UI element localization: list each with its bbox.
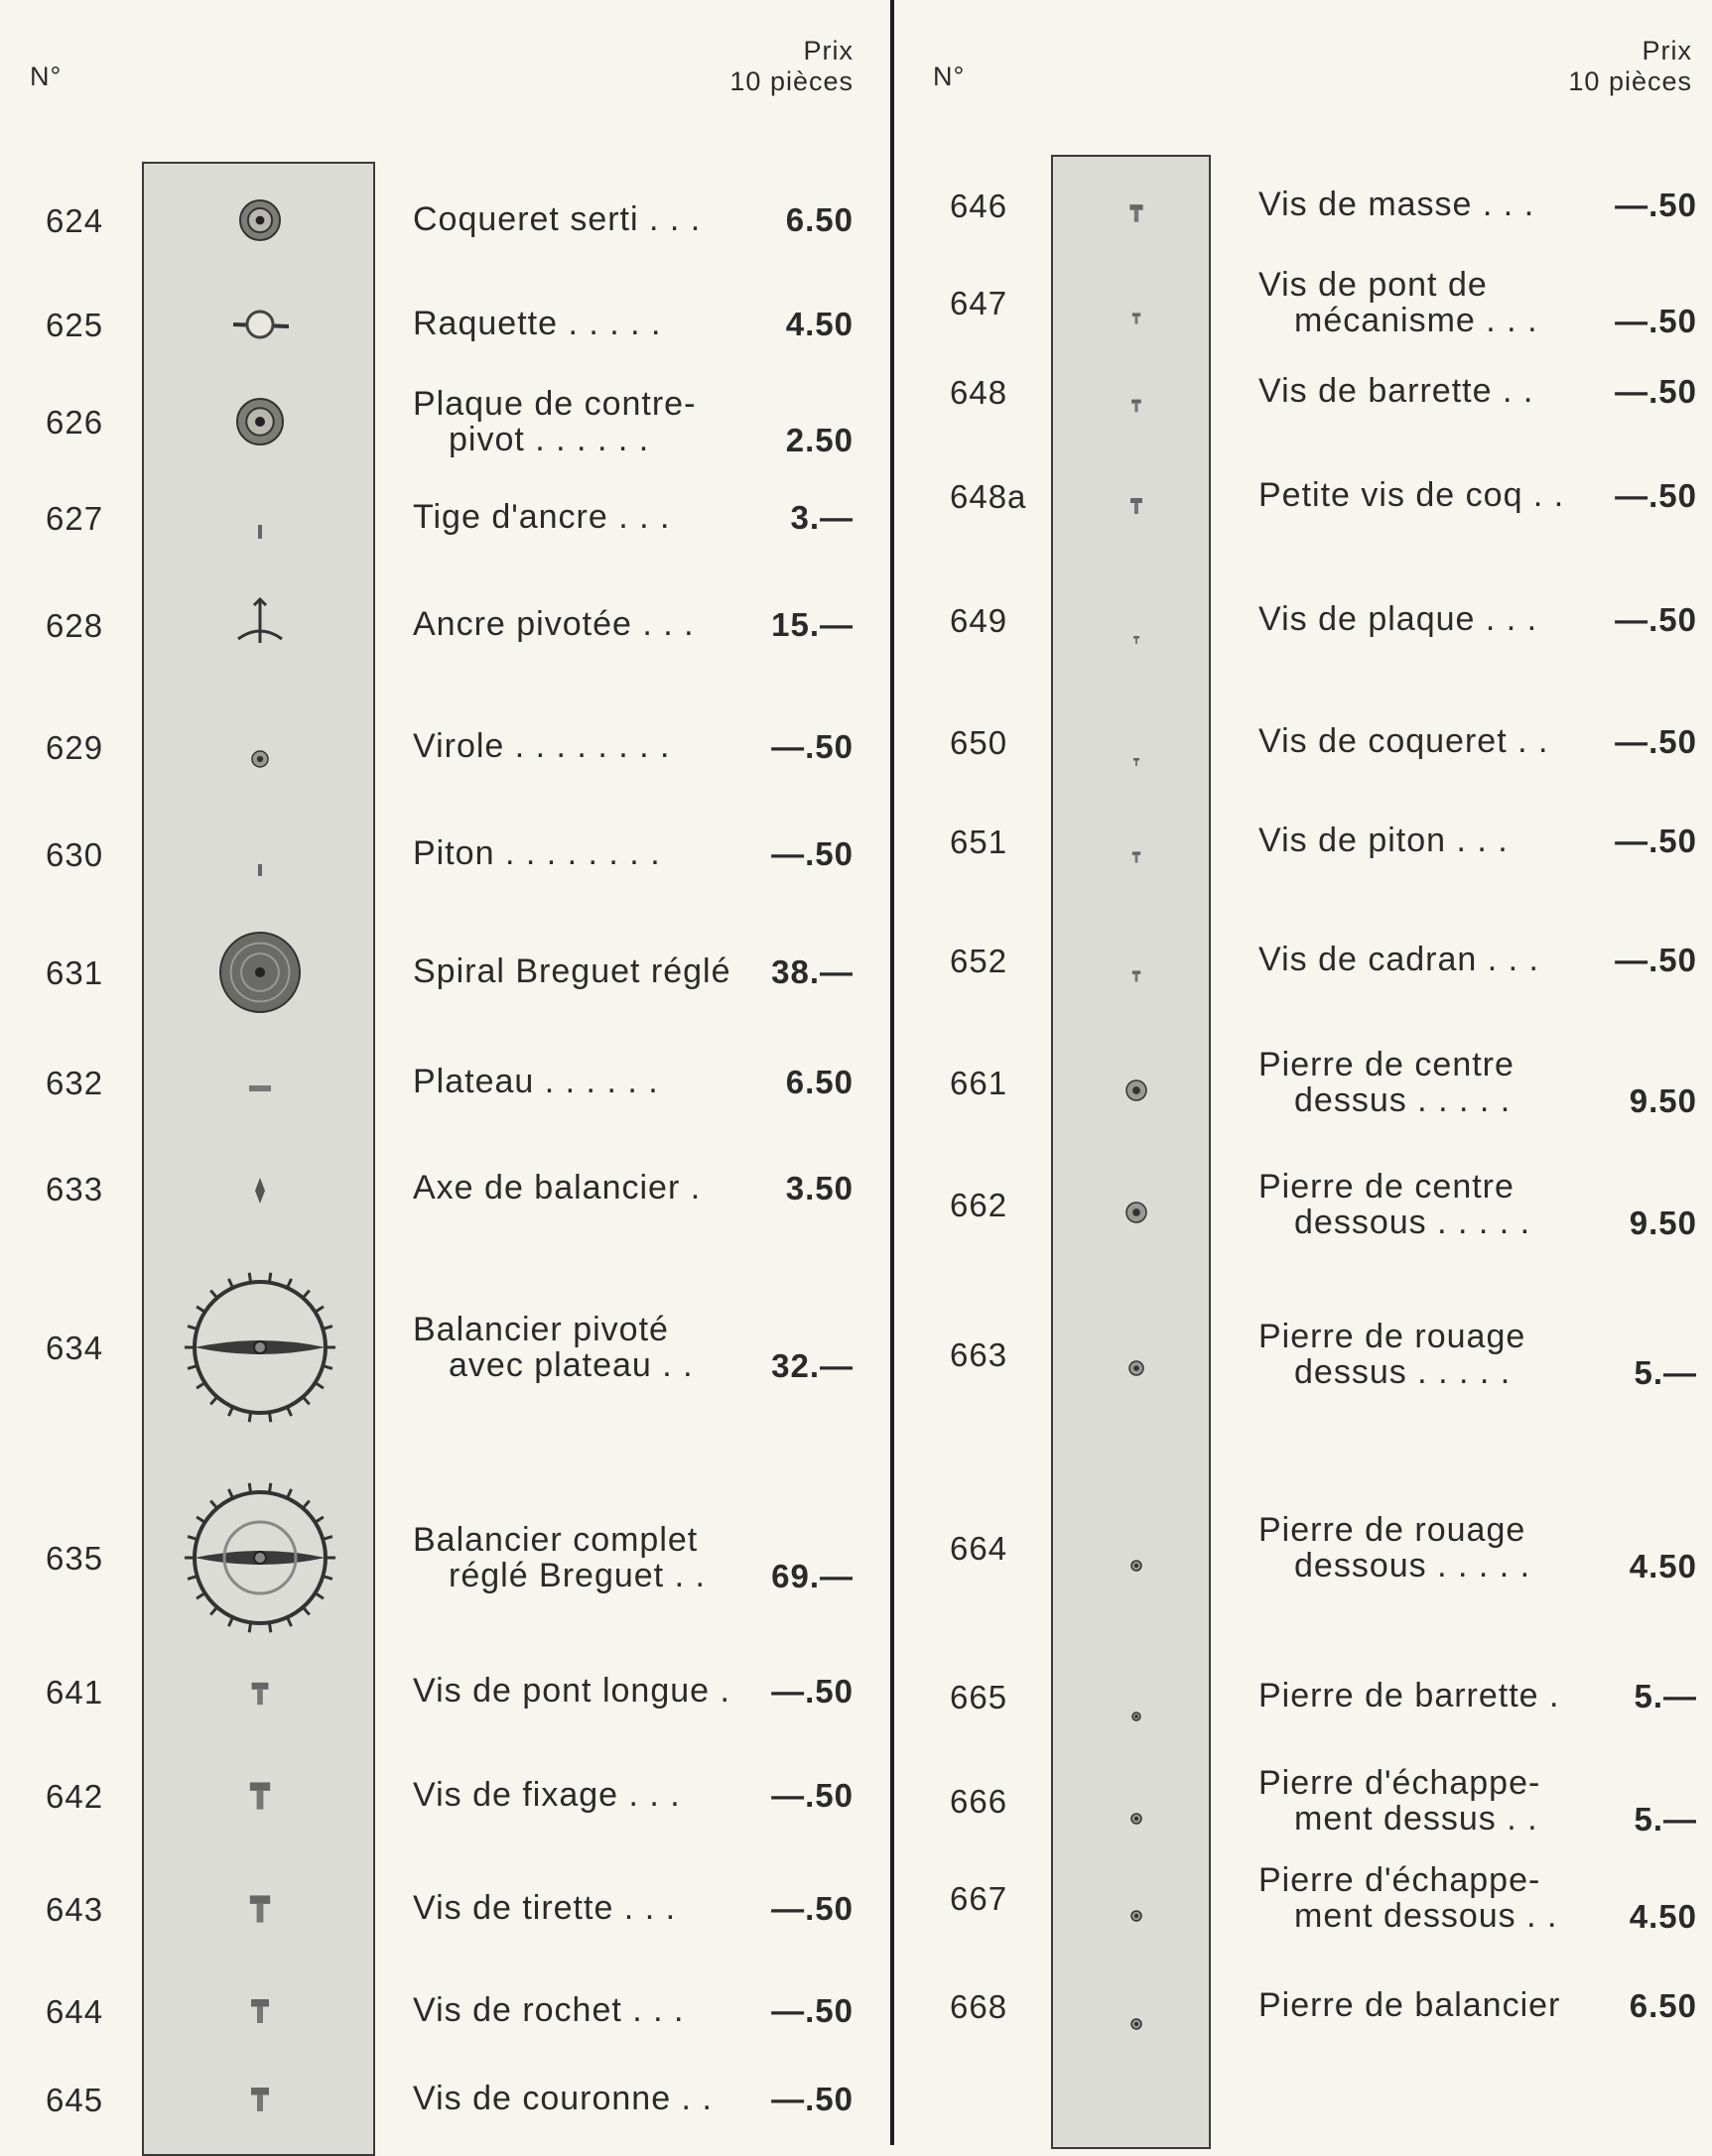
stud-icon [253, 847, 267, 886]
part-number: 668 [950, 1988, 1008, 2025]
part-description [1258, 1319, 1525, 1390]
part-description [413, 1064, 659, 1099]
part-description [1258, 187, 1534, 222]
part-description-line1: Plaque de contre- [413, 385, 697, 423]
part-description-line1: Pierre de barrette . [1258, 1677, 1560, 1714]
part-price: —.50 [771, 728, 854, 765]
part-price: 32.— [771, 1347, 854, 1384]
part-description-line1: Vis de plaque . . . [1258, 600, 1538, 638]
part-description [1258, 373, 1533, 409]
part-description [1258, 1512, 1530, 1584]
screw-icon [245, 2085, 275, 2123]
part-price: 3.— [790, 499, 854, 536]
part-number: 648 [950, 374, 1008, 411]
endstone-plate-icon [235, 397, 285, 455]
part-description-line1: Piton . . . . . . . . [413, 834, 661, 872]
part-description-line1: Vis de barrette . . [1258, 372, 1534, 410]
pallet-fork-icon [232, 597, 288, 662]
jewel-icon [1125, 1072, 1147, 1110]
part-description [1258, 601, 1537, 637]
part-price: 6.50 [1629, 1987, 1697, 2024]
part-description-line1: Balancier pivoté [413, 1311, 669, 1348]
part-price: 3.50 [785, 1170, 854, 1206]
part-number: 641 [46, 1674, 104, 1711]
part-number: 665 [950, 1679, 1008, 1715]
part-description-line1: Balancier complet [413, 1521, 699, 1559]
part-number: 625 [46, 307, 104, 343]
part-description-line1: Ancre pivotée . . . [413, 605, 695, 643]
part-description [413, 953, 731, 989]
part-number: 633 [46, 1171, 104, 1207]
price-label-line2: 10 pièces [1568, 66, 1692, 96]
part-price: 2.50 [785, 422, 854, 458]
part-price: —.50 [1615, 942, 1697, 978]
screw-icon [245, 1996, 275, 2035]
part-price: —.50 [771, 2081, 854, 2117]
part-description-line1: Vis de coqueret . . [1258, 722, 1549, 760]
part-number: 662 [950, 1187, 1008, 1223]
part-price: —.50 [771, 1890, 854, 1927]
part-description-line1: Spiral Breguet réglé [413, 952, 731, 990]
part-price: 15.— [771, 606, 854, 643]
part-number: 635 [46, 1540, 104, 1577]
part-description [1258, 1678, 1559, 1713]
part-description-line1: Vis de couronne . . [413, 2080, 713, 2117]
jewel-icon [1130, 1892, 1142, 1931]
part-number: 632 [46, 1065, 104, 1101]
jewel-icon [1128, 1346, 1144, 1385]
part-number: 667 [950, 1880, 1008, 1917]
part-number: 663 [950, 1336, 1008, 1373]
part-price: 9.50 [1629, 1082, 1697, 1119]
part-number: 652 [950, 943, 1008, 979]
jewel-icon [1131, 1692, 1141, 1730]
screw-icon [1129, 296, 1143, 334]
part-description-line1: Raquette . . . . . [413, 305, 662, 342]
screw-icon [1125, 194, 1147, 233]
balance-complete-icon [181, 1478, 339, 1646]
part-number: 649 [950, 602, 1008, 639]
balance-staff-icon [246, 1175, 274, 1213]
part-description [413, 1992, 685, 2028]
jewel-icon [1130, 2000, 1142, 2039]
screw-icon [1131, 737, 1141, 776]
part-price: 6.50 [785, 1064, 854, 1100]
part-description-line2: pivot . . . . . . [449, 421, 650, 458]
part-price: 9.50 [1629, 1205, 1697, 1241]
part-number: 647 [950, 285, 1008, 321]
price-label-line1: Prix [1642, 36, 1692, 65]
part-price: —.50 [771, 1777, 854, 1814]
part-number: 650 [950, 724, 1008, 761]
part-description [413, 1673, 730, 1709]
part-number: 651 [950, 824, 1008, 860]
part-price: 6.50 [785, 201, 854, 238]
part-number: 645 [46, 2082, 104, 2118]
part-description-line1: Pierre d'échappe- [1258, 1764, 1541, 1802]
part-description [1258, 267, 1538, 338]
regulator-index-icon [231, 296, 289, 362]
part-price: —.50 [771, 1673, 854, 1710]
part-price: —.50 [1615, 601, 1697, 638]
part-description-line1: Plateau . . . . . . [413, 1063, 659, 1100]
part-price: —.50 [771, 1992, 854, 2029]
part-description-line1: Tige d'ancre . . . [413, 498, 671, 536]
screw-icon [1129, 834, 1143, 873]
screw-icon [1131, 615, 1141, 654]
balance-wheel-icon [181, 1268, 339, 1436]
part-description [413, 835, 661, 871]
part-description-line1: Axe de balancier . [413, 1169, 702, 1206]
jewel-icon [1130, 1542, 1142, 1581]
part-number: 627 [46, 500, 104, 537]
part-number: 628 [46, 607, 104, 644]
part-description [413, 386, 696, 457]
part-description-line2: dessus . . . . . [1294, 1081, 1512, 1119]
part-number: 646 [950, 188, 1008, 224]
screw-icon [246, 1678, 274, 1716]
part-number: 629 [46, 729, 104, 766]
part-description-line1: Pierre de centre [1258, 1168, 1514, 1205]
part-description [1258, 1765, 1540, 1837]
part-price: 5.— [1634, 1354, 1697, 1391]
part-description-line1: Vis de rochet . . . [413, 1991, 685, 2029]
part-description-line1: Virole . . . . . . . . [413, 727, 671, 765]
part-description [413, 1777, 681, 1813]
part-description-line1: Vis de cadran . . . [1258, 941, 1539, 978]
header-price-right [1494, 36, 1692, 97]
part-number: 643 [46, 1891, 104, 1928]
part-description-line1: Pierre de balancier [1258, 1986, 1561, 2024]
part-description [413, 499, 670, 535]
part-number: 634 [46, 1330, 104, 1366]
part-price: 69.— [771, 1558, 854, 1594]
price-label-line1: Prix [803, 36, 854, 65]
part-description [1258, 723, 1548, 759]
part-description-line2: réglé Breguet . . [449, 1557, 706, 1594]
part-description-line2: ment dessus . . [1294, 1800, 1538, 1838]
screw-icon [1129, 953, 1143, 992]
part-price: 5.— [1634, 1801, 1697, 1838]
part-description [413, 1522, 706, 1593]
part-number: 631 [46, 954, 104, 991]
part-description [413, 1170, 701, 1205]
part-price: —.50 [1615, 187, 1697, 223]
screw-icon [1128, 384, 1144, 423]
collet-icon [251, 738, 269, 777]
jewel-icon [1130, 1795, 1142, 1834]
part-price: —.50 [1615, 303, 1697, 339]
part-description [1258, 942, 1539, 977]
roller-icon [248, 1071, 272, 1109]
header-num-label-left: N° [30, 62, 63, 91]
column-divider [890, 0, 894, 2145]
part-number: 624 [46, 202, 104, 239]
part-description-line2: mécanisme . . . [1294, 302, 1538, 339]
part-description-line2: ment dessous . . [1294, 1897, 1558, 1935]
part-description-line2: dessous . . . . . [1294, 1204, 1531, 1241]
part-description [413, 728, 670, 764]
part-price: 4.50 [785, 306, 854, 342]
part-description [1258, 1862, 1557, 1934]
part-description-line1: Pierre de centre [1258, 1046, 1514, 1083]
part-description [1258, 1987, 1560, 2023]
part-description [1258, 477, 1564, 513]
part-description [1258, 1169, 1530, 1240]
part-price: 4.50 [1629, 1898, 1697, 1935]
part-description [1258, 1047, 1514, 1118]
part-price: —.50 [1615, 823, 1697, 859]
part-description-line1: Pierre d'échappe- [1258, 1861, 1541, 1899]
part-price: 5.— [1634, 1678, 1697, 1714]
part-description [413, 606, 695, 642]
part-description-line2: dessous . . . . . [1294, 1547, 1531, 1585]
part-description [413, 1312, 694, 1383]
pallet-staff-icon [252, 510, 268, 549]
part-number: 661 [950, 1065, 1008, 1101]
part-description [1258, 823, 1509, 858]
part-number: 642 [46, 1778, 104, 1815]
part-description-line1: Coqueret serti . . . [413, 200, 702, 238]
parts-photo-strip-right [1051, 155, 1211, 2149]
part-description-line1: Pierre de rouage [1258, 1318, 1526, 1355]
part-description-line2: dessus . . . . . [1294, 1353, 1512, 1391]
part-number: 664 [950, 1530, 1008, 1567]
part-number: 666 [950, 1783, 1008, 1820]
part-description-line1: Vis de pont longue . [413, 1672, 730, 1710]
part-description [413, 2081, 713, 2116]
part-description-line1: Vis de fixage . . . [413, 1776, 681, 1814]
part-description-line2: avec plateau . . [449, 1346, 694, 1384]
part-description [413, 1890, 676, 1926]
hairspring-icon [218, 931, 302, 1023]
screw-icon [243, 1892, 277, 1935]
part-price: —.50 [1615, 723, 1697, 760]
screw-icon [1126, 486, 1146, 525]
parts-photo-strip-left [142, 162, 375, 2156]
screw-icon [243, 1779, 277, 1822]
part-price: 38.— [771, 953, 854, 990]
part-number: 630 [46, 836, 104, 873]
part-description [413, 201, 701, 237]
header-num-label-right: N° [933, 62, 966, 91]
part-price: —.50 [1615, 373, 1697, 410]
part-description [413, 306, 661, 341]
header-price-left [655, 36, 854, 97]
part-description-line1: Vis de pont de [1258, 266, 1488, 304]
part-description-line1: Petite vis de coq . . [1258, 476, 1565, 514]
part-price: —.50 [1615, 477, 1697, 514]
part-price: —.50 [771, 835, 854, 872]
part-number: 648a [950, 478, 1027, 515]
part-description-line1: Vis de piton . . . [1258, 822, 1509, 859]
part-number: 644 [46, 1993, 104, 2030]
price-label-line2: 10 pièces [729, 66, 854, 96]
part-price: 4.50 [1629, 1548, 1697, 1585]
jewel-icon [1125, 1194, 1147, 1232]
part-description-line1: Pierre de rouage [1258, 1511, 1526, 1549]
part-description-line1: Vis de masse . . . [1258, 186, 1535, 223]
part-number: 626 [46, 404, 104, 441]
part-description-line1: Vis de tirette . . . [413, 1889, 677, 1927]
jewel-chaton-icon [238, 198, 282, 251]
